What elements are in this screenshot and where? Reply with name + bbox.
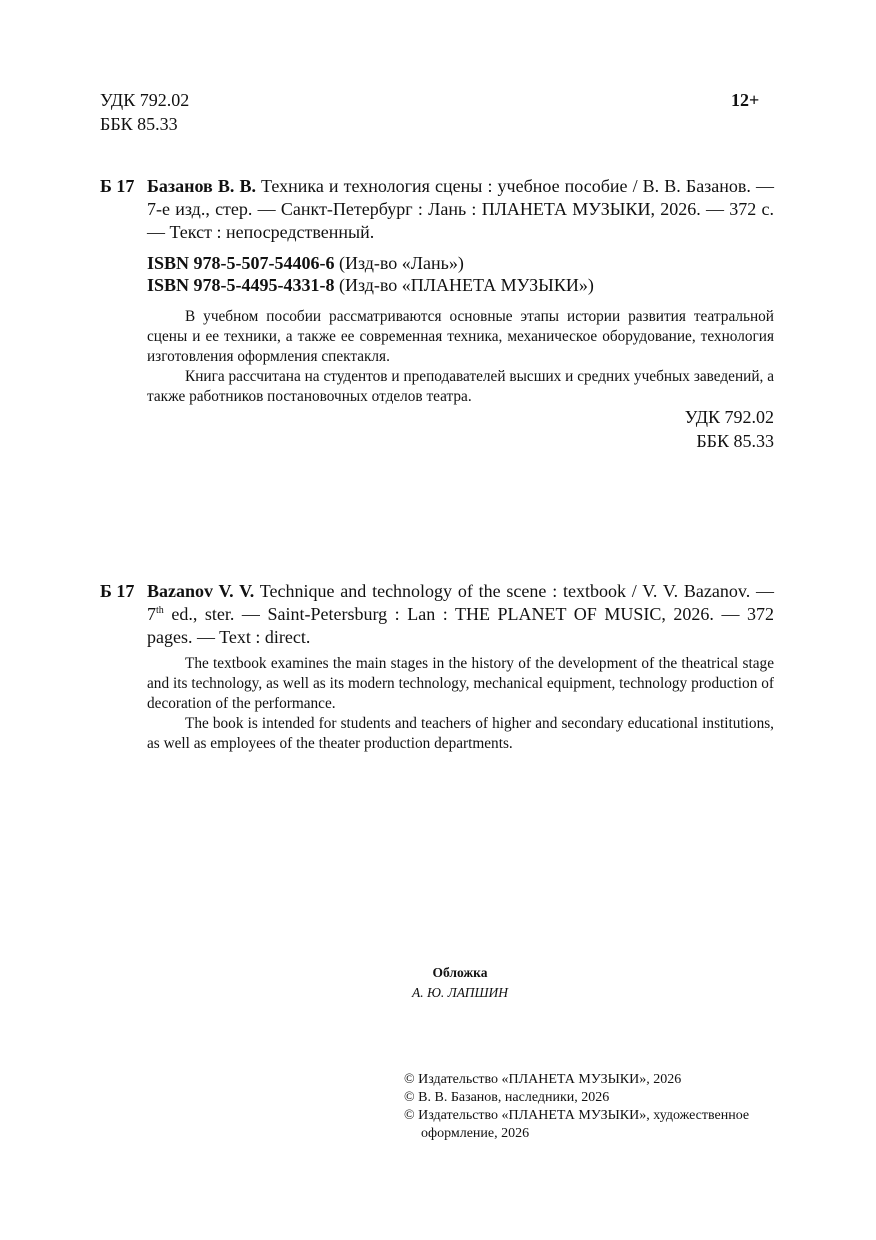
copyright-line: © В. В. Базанов, наследники, 2026 [404,1090,610,1105]
ru-bibliographic-entry [100,175,774,244]
header-codes [100,88,189,136]
udc-code: УДК 792.02 [100,90,190,110]
bbk-code: ББК 85.33 [696,431,774,451]
ru-title-description: Техника и технология сцены : учебное пособие / В. В. Базанов. — 7-е изд., стер. — Санкт-Петербург : Лань : ПЛАНЕТА МУЗЫКИ, 2026. — 372 с. — Текст : непосредственный. [147,176,775,242]
cover-artist: А. Ю. ЛАПШИН [411,985,509,1000]
footer-codes [685,405,774,453]
isbn-block [147,252,594,296]
abstract-paragraph: The textbook examines the main stages in the history of the development of the theatrical stage and its technology, as well as its modern technology, mechanical equipment, technology production of decoration of the performance. [147,655,774,712]
en-abstract [147,654,774,754]
en-bibliographic-entry [100,580,774,649]
cover-credit [400,963,520,1003]
cover-heading: Обложка [432,965,488,980]
ru-author: Базанов В. В. [147,176,256,196]
isbn-publisher: (Изд-во «Лань») [334,253,464,273]
author-mark: Б 17 [100,581,135,601]
isbn-publisher: (Изд-во «ПЛАНЕТА МУЗЫКИ») [334,275,594,295]
udc-code: УДК 792.02 [684,407,774,427]
author-mark: Б 17 [100,176,135,196]
age-rating: 12+ [731,90,760,110]
isbn-line [147,274,594,296]
en-author: Bazanov V. V. [147,581,255,601]
en-title-description-cont: ed., ster. — Saint-Petersburg : Lan : THE PLANET OF MUSIC, 2026. — 372 pages. — Text : direct. [147,604,774,647]
bbk-code: ББК 85.33 [100,114,178,134]
ru-abstract [147,307,774,407]
isbn-line [147,252,594,274]
copyright-block [404,1071,784,1143]
en-title-description: Technique and technology of the scene : textbook / V. V. Bazanov. — 7 [147,581,774,624]
abstract-paragraph: The book is intended for students and teachers of higher and secondary educational institutions, as well as employees of the theater production departments. [147,715,774,752]
abstract-paragraph: В учебном пособии рассматриваются основные этапы истории развития театральной сцены и ее техники, а также ее современная техника, механическое оборудование, технология изготовления оформления спектакля. [147,308,774,365]
en-entry-text [147,580,774,649]
abstract-paragraph: Книга рассчитана на студентов и преподавателей высших и средних учебных заведений, а также работников постановочных отделов театра. [147,368,774,405]
isbn-number: ISBN 978-5-507-54406-6 [147,253,335,273]
copyright-line: © Издательство «ПЛАНЕТА МУЗЫКИ», художественное [404,1108,750,1123]
ordinal-suffix: th [156,605,164,616]
isbn-number: ISBN 978-5-4495-4331-8 [147,275,335,295]
copyright-line: оформление, 2026 [421,1126,530,1141]
copyright-line: © Издательство «ПЛАНЕТА МУЗЫКИ», 2026 [404,1072,682,1087]
ru-entry-text [147,175,774,244]
